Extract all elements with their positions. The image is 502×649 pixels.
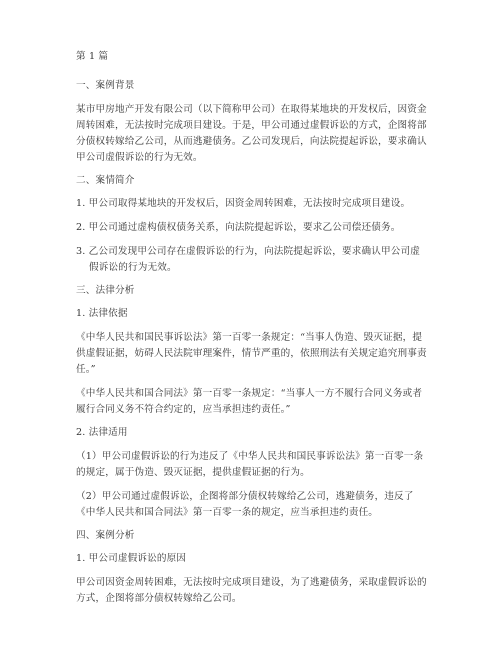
application-item-line: 《中华人民共和国合同法》第一百零一条的规定，应当承担违约责任。: [76, 507, 379, 518]
page-heading: 第 1 篇: [76, 51, 109, 62]
background-paragraph-line: 甲公司虚假诉讼的行为无效。: [76, 152, 203, 163]
case-item-2: 2. 甲公司通过虚构债权债务关系，向法院提起诉讼，要求乙公司偿还债务。: [76, 222, 401, 233]
case-item-1: 1. 甲公司取得某地块的开发权后，因资金周转困难，无法按时完成项目建设。: [76, 198, 411, 209]
law-quote-line: 《中华人民共和国合同法》第一百零一条规定：“当事人一方不履行合同义务或者: [76, 388, 423, 399]
reason-paragraph-line: 甲公司因资金周转困难，无法按时完成项目建设，为了逃避债务，采取虚假诉讼的: [76, 577, 427, 588]
law-quote-line: 《中华人民共和国民事诉讼法》第一百零一条规定：“当事人伪造、毁灭证据，提: [76, 332, 423, 343]
subsection-title-legal-application: 2. 法律适用: [76, 427, 128, 438]
reason-paragraph-line: 方式，企图将部分债权转嫁给乙公司。: [76, 593, 242, 604]
application-item-line: （1）甲公司虚假诉讼的行为违反了《中华人民共和国民事诉讼法》第一百零一条: [76, 451, 424, 462]
case-item-3: 3. 乙公司发现甲公司存在虚假诉讼的行为，向法院提起诉讼，要求确认甲公司虚: [76, 246, 420, 257]
section-title-case-summary: 二、案情简介: [76, 175, 135, 186]
application-item-line: 的规定，属于伪造、毁灭证据，提供虚假证据的行为。: [76, 467, 310, 478]
background-paragraph-line: 周转困难，无法按时完成项目建设。于是，甲公司通过虚假诉讼的方式，企图将部: [76, 120, 427, 131]
background-paragraph-line: 分债权转嫁给乙公司，从而逃避债务。乙公司发现后，向法院提起诉讼，要求确认: [76, 136, 427, 147]
subsection-title-legal-basis: 1. 法律依据: [76, 308, 128, 319]
background-paragraph-line: 某市甲房地产开发有限公司（以下简称甲公司）在取得某地块的开发权后，因资金: [76, 104, 427, 115]
case-item-3-continued: 假诉讼的行为无效。: [89, 262, 177, 273]
law-quote-line: 供虚假证据，妨碍人民法院审理案件，情节严重的，依照刑法有关规定追究刑事责: [76, 348, 427, 359]
law-quote-line: 履行合同义务不符合约定的，应当承担违约责任。”: [76, 404, 291, 415]
law-quote-line: 任。”: [76, 364, 96, 375]
section-title-background: 一、案例背景: [76, 80, 135, 91]
section-title-legal-analysis: 三、法律分析: [76, 285, 135, 296]
section-title-case-analysis: 四、案例分析: [76, 530, 135, 541]
subsection-title-reason: 1. 甲公司虚假诉讼的原因: [76, 553, 187, 564]
application-item-line: （2）甲公司通过虚假诉讼，企图将部分债权转嫁给乙公司，逃避债务，违反了: [76, 491, 414, 502]
